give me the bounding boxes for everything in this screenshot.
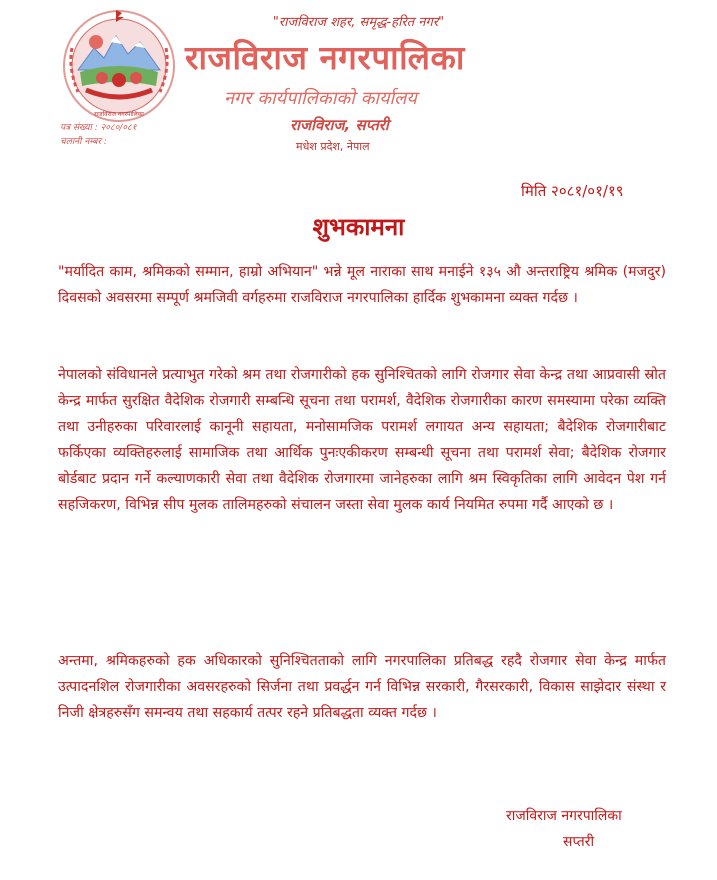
- signature-district: सप्तरी: [563, 834, 595, 850]
- paragraph-closing: अन्तमा, श्रमिकहरुको हक अधिकारको सुनिश्चितताको लागि नगरपालिका प्रतिबद्ध रहदै रोजगार सेवा केन्द्र मार्फत उत्पादनशिल रोजगारीका अवसरहरुको सिर्जना तथा प्रवर्द्धन गर्न विभिन्न सरकारी, गैरसरकारी, विकास साझेदार संस्था र निजी क्षेत्रहरुसँग समन्वय तथा सहकार्य तत्पर रहने प्रतिबद्धता व्यक्त गर्दछ ।: [58, 653, 666, 721]
- letter-heading: शुभकामना: [312, 213, 405, 241]
- office-subtitle: नगर कार्यपालिकाको कार्यालय: [224, 88, 417, 109]
- letter-date: मिति २०८१/०१/१९: [521, 182, 624, 200]
- paragraph-greeting: "मर्यादित काम, श्रमिकको सम्मान, हाम्रो अभियान" भन्ने मूल नाराका साथ मनाईने १३५ औ अन्तराष्ट्रिय श्रमिक (मजदुर) दिवसको अवसरमा सम्पूर्ण श्रमजिवी वर्गहरुमा राजविराज नगरपालिका हार्दिक शुभकामना व्यक्त गर्दछ ।: [58, 264, 666, 306]
- signature-organization: राजविराज नगरपालिका: [506, 808, 622, 824]
- province-name: मधेश प्रदेश, नेपाल: [296, 140, 370, 153]
- municipality-title: राजविराज नगरपालिका: [185, 38, 465, 77]
- svg-text:राजविराज नगरपालिका: राजविराज नगरपालिका: [94, 111, 144, 118]
- paragraph-services: नेपालको संविधानले प्रत्याभुत गरेको श्रम तथा रोजगारीको हक सुनिश्चितको लागि रोजगार सेवा केन्द्र तथा आप्रवासी स्रोत केन्द्र मार्फत सुरक्षित वैदेशिक रोजगारी सम्बन्धि सूचना तथा परामर्श, वैदेशिक रोजगारीका कारण समस्यामा परेका व्यक्ति तथा उनीहरुका परिवारलाई कानूनी सहायता, मनोसामजिक परामर्श लगायत अन्य सहायता; बैदेशिक रोजगारीबाट फर्किएका व्यक्तिहरुलाई सामाजिक तथा आर्थिक पुनःएकीकरण सम्बन्धी सूचना तथा परामर्श सेवा; बैदेशिक रोजगार बोर्डबाट प्रदान गर्ने कल्याणकारी सेवा तथा वैदेशिक रोजगारमा जानेहरुका लागि श्रम स्विकृतिका लागि आवेदन पेश गर्न सहजिकरण, विभिन्न सीप मुलक तालिमहरुको संचालन जस्ता सेवा मुलक कार्य नियमित रुपमा गर्दै आएको छ ।: [58, 367, 666, 513]
- dispatch-number: चलानी नम्बर :: [60, 137, 107, 147]
- municipality-motto: "राजविराज शहर, समृद्ध-हरित नगर": [272, 15, 445, 30]
- letter-reference-number: पत्र संख्या : २०८०/०८१: [60, 123, 137, 133]
- office-location: राजविराज, सप्तरी: [290, 116, 389, 134]
